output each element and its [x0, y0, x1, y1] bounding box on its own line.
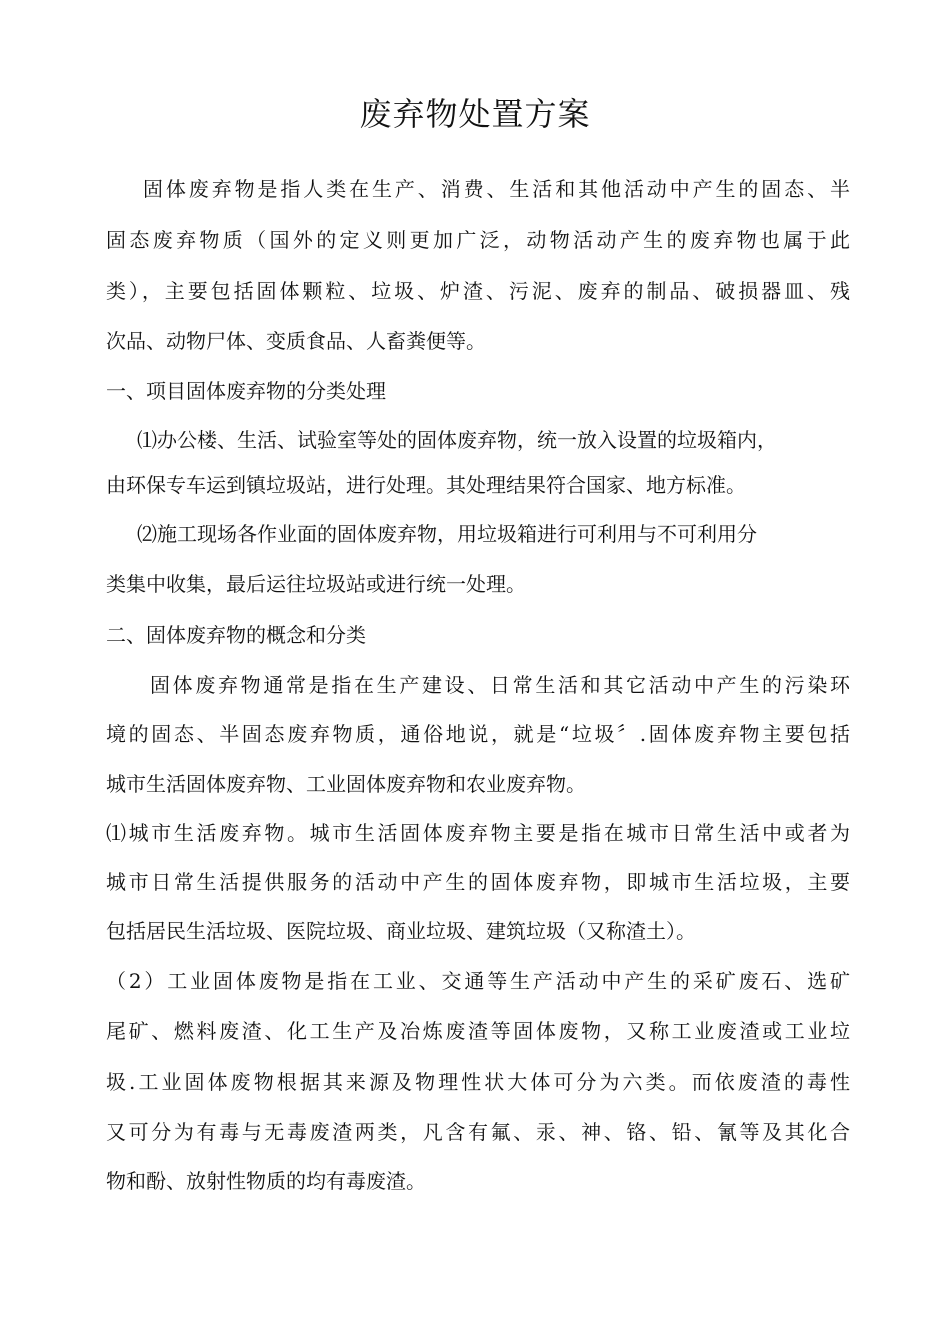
paragraph-line: ⑴城市生活废弃物。城市生活固体废弃物主要是指在城市日常生活中或者为	[106, 821, 850, 845]
paragraph-line: 又可分为有毒与无毒废渣两类，凡含有氟、汞、神、铬、铅、氰等及其化合	[106, 1120, 850, 1144]
list-item-line: 类集中收集，最后运往垃圾站或进行统一处理。	[106, 572, 526, 596]
section-heading: 二、固体废弃物的概念和分类	[106, 623, 366, 647]
paragraph-line: 次品、动物尸体、变质食品、人畜粪便等。	[106, 329, 486, 353]
paragraph-line: 境的固态、半固态废弃物质，通俗地说，就是“垃圾〞.固体废弃物主要包括	[106, 722, 850, 746]
paragraph-line: 物和酚、放射性物质的均有毒废渣。	[106, 1169, 426, 1193]
paragraph-line: 城市生活固体废弃物、工业固体废弃物和农业废弃物。	[106, 772, 586, 796]
paragraph-line: 固态废弃物质（国外的定义则更加广泛，动物活动产生的废弃物也属于此	[106, 228, 850, 252]
list-item-line: ⑴办公楼、生活、试验室等处的固体废弃物，统一放入设置的垃圾箱内，	[137, 428, 777, 452]
list-item-line: ⑵施工现场各作业面的固体废弃物，用垃圾箱进行可利用与不可利用分	[137, 522, 757, 546]
paragraph-line: 城市日常生活提供服务的活动中产生的固体废弃物，即城市生活垃圾，主要	[106, 870, 850, 894]
paragraph-line: 圾.工业固体废物根据其来源及物理性状大体可分为六类。而依废渣的毒性	[106, 1070, 850, 1094]
section-heading: 一、项目固体废弃物的分类处理	[106, 379, 386, 403]
paragraph-line: 尾矿、燃料废渣、化工生产及冶炼废渣等固体废物，又称工业废渣或工业垃	[106, 1019, 850, 1043]
paragraph-line: 类），主要包括固体颗粒、垃圾、炉渣、污泥、废弃的制品、破损器皿、残	[106, 279, 850, 303]
document-title: 废弃物处置方案	[359, 95, 591, 133]
list-item-line: 由环保专车运到镇垃圾站，进行处理。其处理结果符合国家、地方标准。	[106, 473, 746, 497]
paragraph-line: 包括居民生活垃圾、医院垃圾、商业垃圾、建筑垃圾（又称渣土）。	[106, 919, 696, 943]
paragraph-line: （2）工业固体废物是指在工业、交通等生产活动中产生的采矿废石、选矿	[106, 969, 850, 993]
paragraph-line: 固体废弃物是指人类在生产、消费、生活和其他活动中产生的固态、半	[143, 177, 850, 201]
paragraph-line: 固体废弃物通常是指在生产建设、日常生活和其它活动中产生的污染环	[150, 673, 850, 697]
